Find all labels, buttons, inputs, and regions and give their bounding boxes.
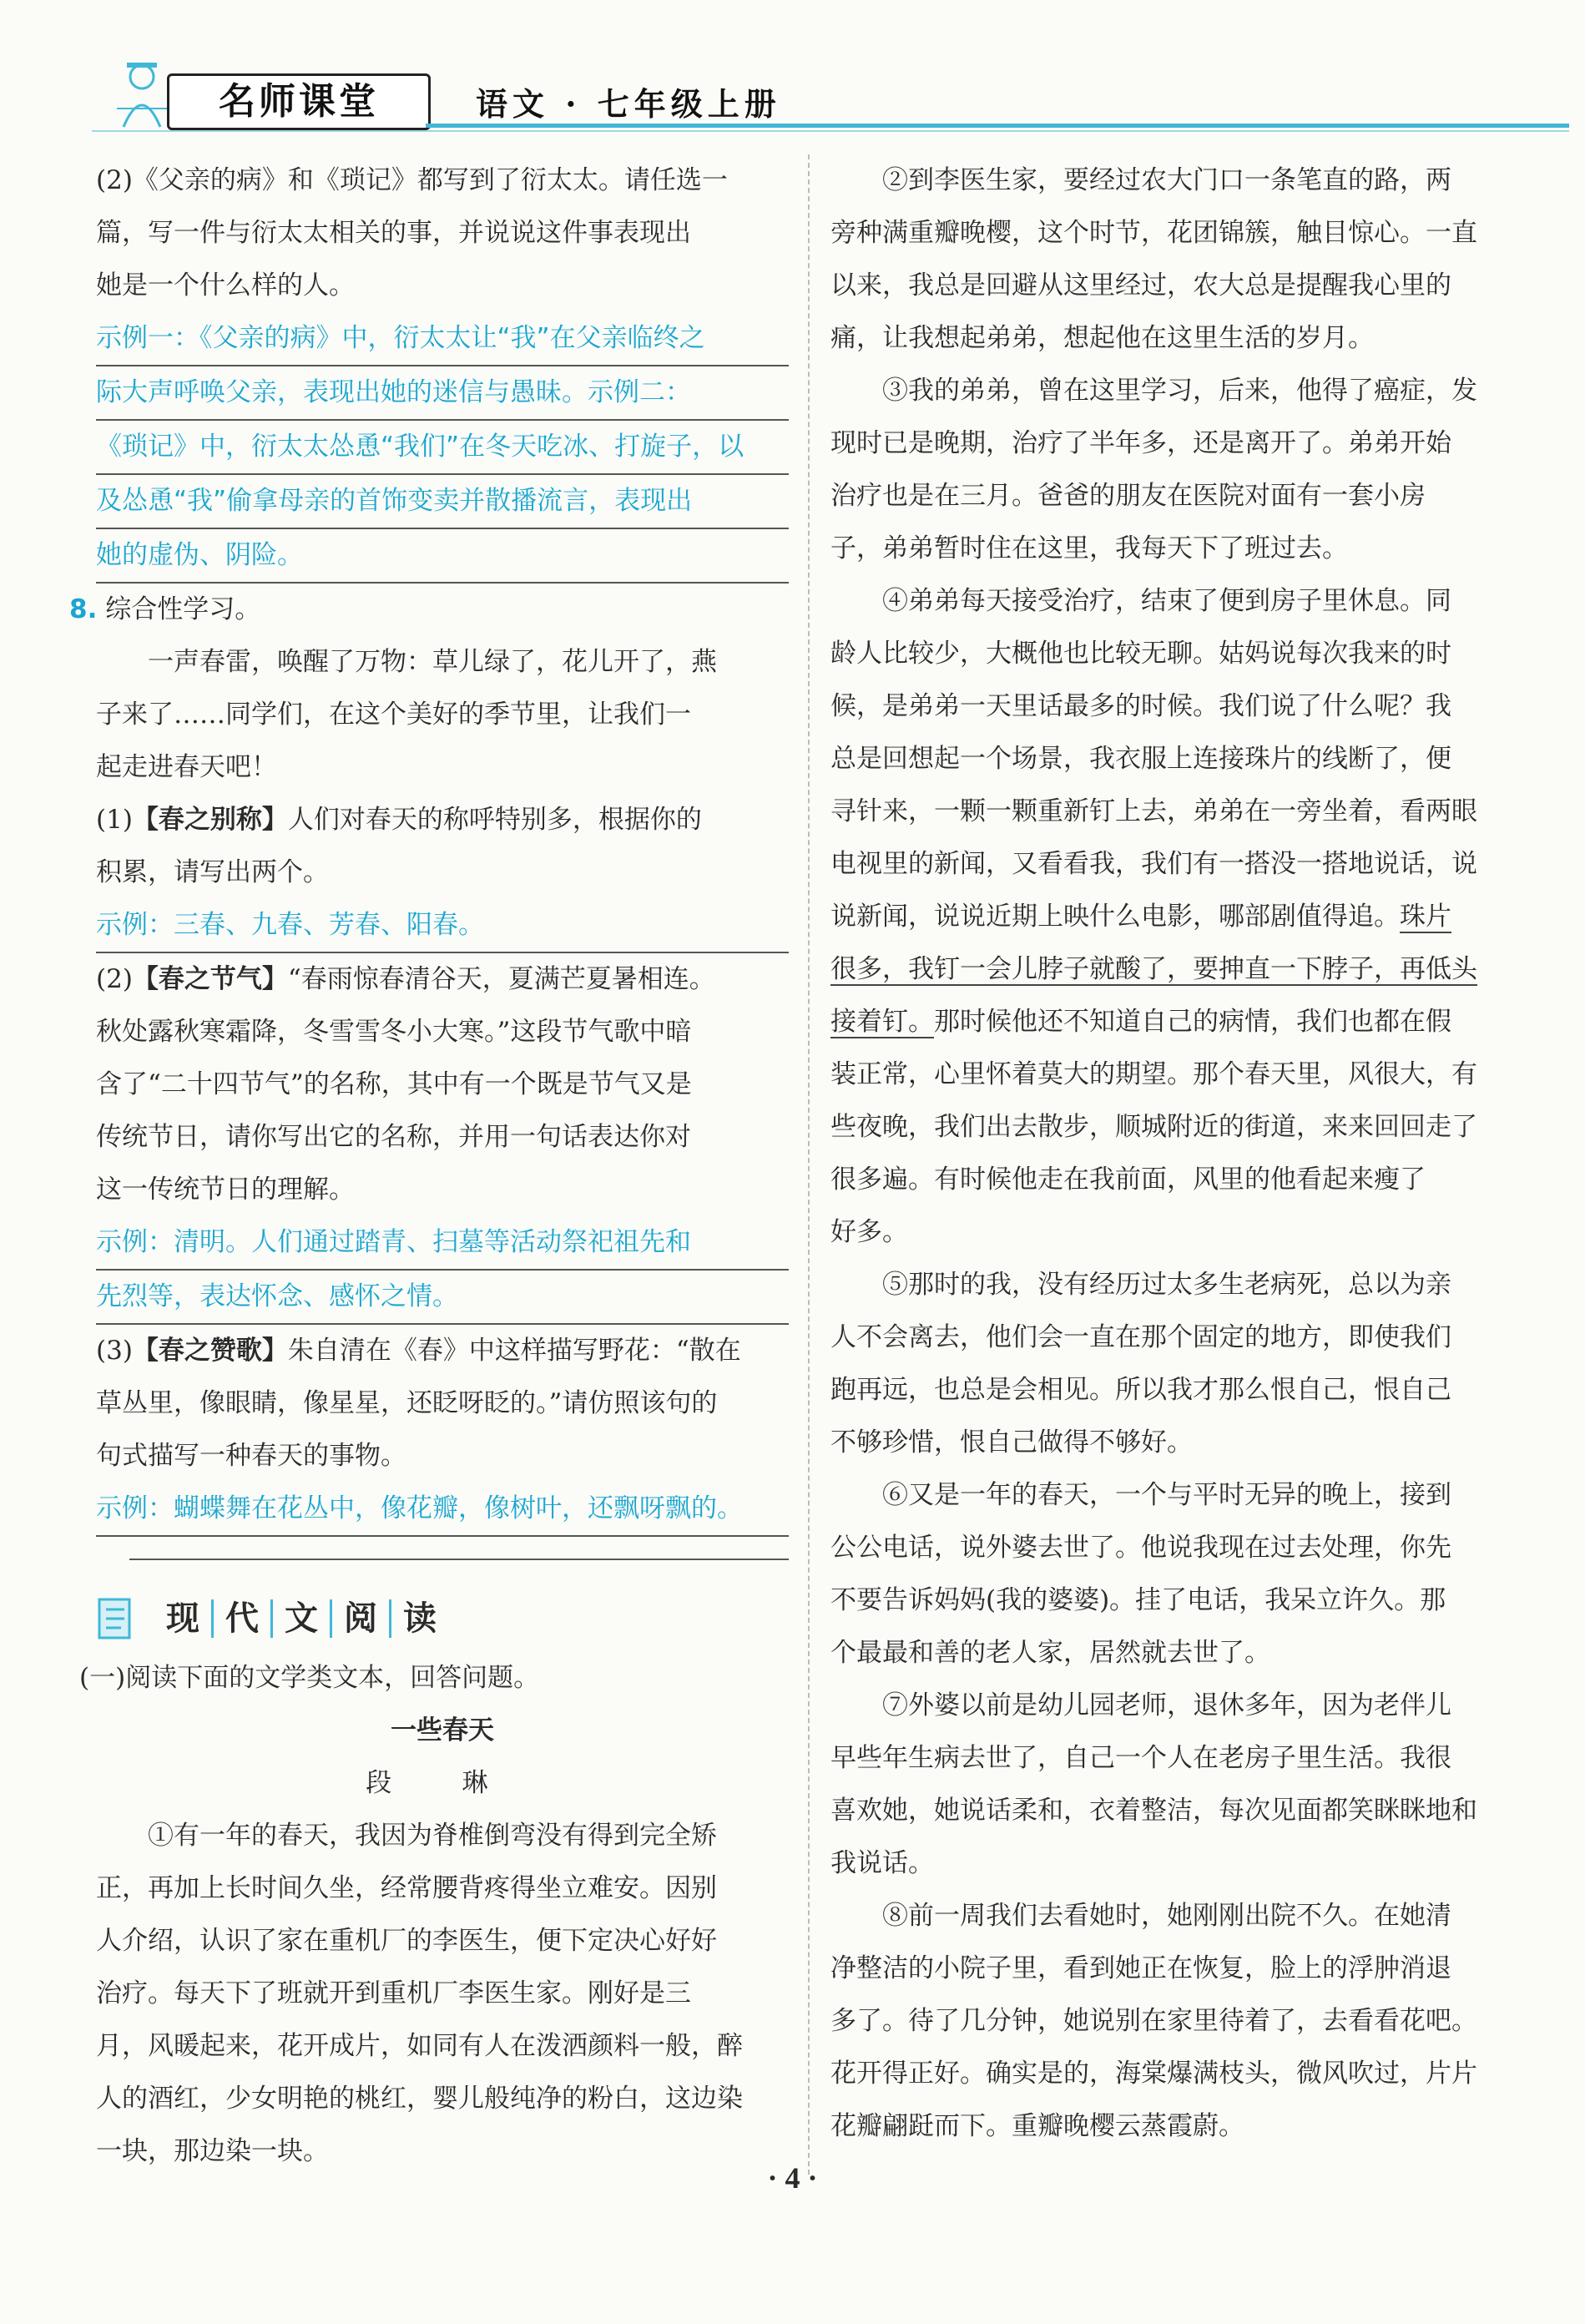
text-line: 早些年生病去世了，自己一个人在老房子里生活。我很 [830, 1743, 1451, 1773]
answer-line: 她的虚伪、阴险。 [96, 529, 789, 584]
section-icon [96, 1596, 141, 1641]
book-title: 语文 · 七年级上册 [476, 85, 781, 123]
text-line: 人的酒红，少女明艳的桃红，婴儿般纯净的粉白，这边染 [96, 2084, 743, 2114]
text-line: 以来，我总是回避从这里经过，农大总是提醒我心里的 [830, 270, 1451, 301]
section-char: 阅 [332, 1599, 391, 1638]
answer-line: 先烈等，表达怀念、感怀之情。 [96, 1271, 789, 1325]
brand-label: 名师课堂 [167, 73, 431, 130]
sub-tag: 【春之赞歌】 [132, 1336, 288, 1366]
text-line: 龄人比较少，大概他也比较无聊。姑妈说每次我来的时 [830, 639, 1451, 669]
text-line: 总是回想起一个场景，我衣服上连接珠片的线断了，便 [830, 744, 1451, 774]
sub-number: (1) [96, 805, 133, 835]
question-8-3 [96, 1325, 789, 1377]
answer-line: 示例：清明。人们通过踏青、扫墓等活动祭祀祖先和 [96, 1216, 789, 1271]
text-line: 个最最和善的老人家，居然就去世了。 [830, 1638, 1270, 1668]
text-line: 花瓣翩跹而下。重瓣晚樱云蒸霞蔚。 [830, 2111, 1244, 2141]
paragraph-6 [830, 1469, 1523, 1680]
sub-tag: 【春之节气】 [132, 964, 288, 994]
question-8-intro [96, 636, 789, 794]
page-number: · 4 · [767, 2161, 818, 2195]
answer-line: 《琐记》中，衍太太怂恿“我们”在冬天吃冰、打旋子，以 [96, 421, 789, 475]
paragraph-4 [830, 575, 1523, 1259]
text-line: 不要告诉妈妈(我的婆婆)。挂了电话，我呆立许久。那 [830, 1585, 1446, 1615]
question-7-2 [96, 154, 789, 312]
text-line: ⑤那时的我，没有经历过太多生老病死，总以为亲 [882, 1270, 1451, 1300]
text-line: 句式描写一种春天的事物。 [96, 1441, 406, 1471]
column-divider [808, 154, 810, 2175]
header-rule-thin [92, 130, 1569, 132]
text-line: 一声春雷，唤醒了万物：草儿绿了，花儿开了，燕 [148, 647, 717, 677]
answer-line: 示例一：《父亲的病》中，衍太太让“我”在父亲临终之 [96, 312, 789, 366]
text-line: 起走进春天吧！ [96, 752, 277, 782]
answer-line: 际大声呼唤父亲，表现出她的迷信与愚昧。示例二： [96, 366, 789, 421]
question-8-title [69, 584, 789, 636]
question-8-1 [96, 794, 789, 846]
answer-7-2 [96, 312, 789, 584]
text-line [830, 996, 1523, 1048]
answer-8-3 [96, 1483, 789, 1537]
text-line: 一块，那边染一块。 [96, 2136, 329, 2166]
sub-number: (3) [96, 1336, 133, 1366]
text-line: 喜欢她，她说话柔和，衣着整洁，每次见面都笑眯眯地和 [830, 1796, 1477, 1826]
text-line [830, 891, 1523, 943]
paragraph-2 [830, 154, 1523, 365]
text-line: 旁种满重瓣晚樱，这个时节，花团锦簇，触目惊心。一直 [830, 218, 1477, 248]
text-line: ④弟弟每天接受治疗，结束了便到房子里休息。同 [882, 586, 1451, 616]
question-title: 综合性学习。 [105, 594, 261, 624]
text-line: 正，再加上长时间久坐，经常腰背疼得坐立难安。因别 [96, 1873, 717, 1903]
text-line: 电视里的新闻，又看看我，我们有一搭没一搭地说话，说 [830, 849, 1477, 879]
text-line: 这一传统节日的理解。 [96, 1175, 355, 1205]
text-line: 朱自清在《春》中这样描写野花：“散在 [287, 1336, 741, 1366]
text-line: 跑再远，也总是会相见。所以我才那么恨自己，恨自己 [830, 1375, 1451, 1405]
question-8-2 [96, 953, 789, 1006]
text-line: 人介绍，认识了家在重机厂的李医生，便下定决心好好 [96, 1926, 717, 1956]
section-char: 读 [403, 1599, 437, 1638]
essay-author: 段 琳 [366, 1768, 519, 1798]
text-line: 人们对春天的称呼特别多，根据你的 [287, 805, 702, 835]
text-line: (2)《父亲的病》和《琐记》都写到了衍太太。请任选一 [96, 165, 728, 195]
answer-line: 示例：三春、九春、芳春、阳春。 [96, 899, 789, 953]
question-number: 8. [69, 594, 98, 624]
answer-8-1 [96, 899, 789, 953]
text-line: 不够珍惜，恨自己做得不够好。 [830, 1427, 1193, 1458]
section-rule [129, 1559, 789, 1560]
answer-line: 及怂恿“我”偷拿母亲的首饰变卖并散播流言，表现出 [96, 475, 789, 529]
text-line: 月，风暖起来，花开成片，如同有人在泼洒颜料一般，醉 [96, 2031, 743, 2061]
text-line: 很多遍。有时候他走在我前面，风里的他看起来瘦了 [830, 1165, 1426, 1195]
page-header [92, 58, 1561, 134]
text-line: 治疗也是在三月。爸爸的朋友在医院对面有一套小房 [830, 481, 1426, 511]
text-line: 公公电话，说外婆去世了。他说我现在过去处理，你先 [830, 1533, 1451, 1563]
text-line: 含了“二十四节气”的名称，其中有一个既是节气又是 [96, 1069, 692, 1099]
text-line: ③我的弟弟，曾在这里学习，后来，他得了癌症，发 [882, 376, 1477, 406]
text-line: 痛，让我想起弟弟，想起他在这里生活的岁月。 [830, 323, 1374, 353]
scholar-icon [109, 58, 175, 132]
text-line: 花开得正好。确实是的，海棠爆满枝头，微风吹过，片片 [830, 2059, 1477, 2089]
text-line: 现时已是晚期，治疗了半年多，还是离开了。弟弟开始 [830, 428, 1451, 458]
section-char: 代 [214, 1599, 273, 1638]
section-heading [96, 1585, 789, 1652]
section-char: 现 [154, 1599, 214, 1638]
answer-line: 示例：蝴蝶舞在花丛中，像花瓣，像树叶，还飘呀飘的。 [96, 1483, 789, 1537]
text-line: 子，弟弟暂时住在这里，我每天下了班过去。 [830, 533, 1348, 563]
paragraph-5 [830, 1259, 1523, 1469]
sub-number: (2) [96, 964, 133, 994]
text-line: 人不会离去，他们会一直在那个固定的地方，即使我们 [830, 1322, 1451, 1352]
paragraph-8 [830, 1890, 1523, 2153]
section-char: 文 [273, 1599, 332, 1638]
text-line: 多了。待了几分钟，她说别在家里待着了，去看看花吧。 [830, 2006, 1477, 2036]
text-line: 净整洁的小院子里，看到她正在恢复，脸上的浮肿消退 [830, 1953, 1451, 1983]
text-line: ⑦外婆以前是幼儿园老师，退休多年，因为老伴儿 [882, 1690, 1451, 1720]
text-line: 装正常，心里怀着莫大的期望。那个春天里，风很大，有 [830, 1059, 1477, 1089]
text-line [830, 943, 1523, 996]
underlined-text: 很多，我钉一会儿脖子就酸了，要抻直一下脖子，再低头 [830, 954, 1477, 984]
header-rule [426, 124, 1569, 128]
paragraph-1 [96, 1810, 789, 2178]
text-span: 说新闻，说说近期上映什么电影，哪部剧值得追。 [830, 902, 1400, 932]
reading-instruction: (一)阅读下面的文学类文本，回答问题。 [79, 1663, 540, 1693]
text-line: 寻针来，一颗一颗重新钉上去，弟弟在一旁坐着，看两眼 [830, 796, 1477, 826]
underlined-text: 珠片 [1400, 902, 1451, 932]
text-span: 那时候他还不知道自己的病情，我们也都在假 [934, 1007, 1451, 1037]
text-line: ①有一年的春天，我因为脊椎倒弯没有得到完全矫 [148, 1821, 717, 1851]
text-line: 子来了……同学们，在这个美好的季节里，让我们一 [96, 700, 691, 730]
text-line: 她是一个什么样的人。 [96, 270, 355, 301]
text-line: 篇，写一件与衍太太相关的事，并说说这件事表现出 [96, 218, 691, 248]
text-line: 草丛里，像眼睛，像星星，还眨呀眨的。”请仿照该句的 [96, 1388, 718, 1418]
text-line: “春雨惊春清谷天，夏满芒夏暑相连。 [287, 964, 715, 994]
text-line: 积累，请写出两个。 [96, 857, 329, 887]
left-column [69, 154, 789, 2178]
paragraph-3 [830, 365, 1523, 575]
text-line: 好多。 [830, 1217, 908, 1247]
text-line: ⑥又是一年的春天，一个与平时无异的晚上，接到 [882, 1480, 1451, 1510]
essay-title: 一些春天 [391, 1715, 494, 1746]
underlined-text: 接着钉。 [830, 1007, 934, 1037]
text-line: 秋处露秋寒霜降，冬雪雪冬小大寒。”这段节气歌中暗 [96, 1017, 692, 1047]
text-line: 传统节日，请你写出它的名称，并用一句话表达你对 [96, 1122, 691, 1152]
paragraph-7 [830, 1680, 1523, 1890]
answer-8-2 [96, 1216, 789, 1325]
text-line: ②到李医生家，要经过农大门口一条笔直的路，两 [882, 165, 1451, 195]
text-line: 我说话。 [830, 1848, 934, 1878]
text-line: 候，是弟弟一天里话最多的时候。我们说了什么呢？我 [830, 691, 1451, 721]
sub-tag: 【春之别称】 [132, 805, 288, 835]
text-line: 些夜晚，我们出去散步，顺城附近的街道，来来回回走了 [830, 1112, 1477, 1142]
right-column [830, 154, 1523, 2153]
text-line: ⑧前一周我们去看她时，她刚刚出院不久。在她清 [882, 1901, 1451, 1931]
text-line: 治疗。每天下了班就开到重机厂李医生家。刚好是三 [96, 1978, 691, 2008]
